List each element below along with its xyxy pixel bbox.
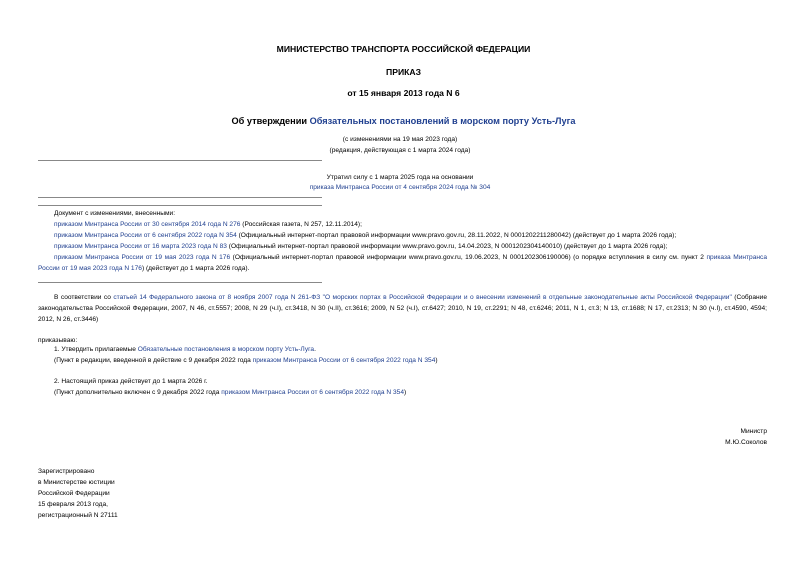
registration-line: Зарегистрировано [38,468,95,475]
preamble-prefix: В соответствии со [54,294,114,301]
order-point-2: 2. Настоящий приказ действует до 1 марта 2026 г. [54,378,208,385]
amendment-link[interactable]: приказом Минтранса России от 16 марта 2023 года N 83 [54,243,227,250]
order-verb: приказываю: [38,337,78,344]
amendment-text: (Российская газета, N 257, 12.11.2014); [240,221,362,228]
preamble-paragraph [38,292,767,325]
amendment-item [38,230,767,241]
title-prefix: Об утверждении [231,116,310,126]
doc-type-heading: ПРИКАЗ [386,67,421,77]
amendments-list [38,219,767,274]
registration-line: в Министерстве юстиции [38,479,115,486]
order-point-1-note [54,355,766,366]
preamble-text: (Собрание законодательства Российской Федерации, 2007, N 46, ст.5557; 2008, N 29 (ч.I), ст.3418, N 30 (ч.II), ст.3616; 2009, N 52 (ч.I), ст.6427; 2010, N 19, ст.2291; N 48, ст.6246; 2011, N 1, ст.3; N 13, ст.1688; N 17, ст.2313; N 30 (ч.I), ст.4590, 4594; 2012, N 26, ст.3446) [38,294,767,323]
registration-block [38,466,288,521]
document-title [0,116,807,126]
point-2-note-suffix: ) [404,389,407,396]
amendment-text: (Официальный интернет-портал правовой информации www.pravo.gov.ru, 28.11.2022, N 0001202211280042) (действует до 1 марта 2026 года); [236,232,677,239]
point-2-note-link[interactable]: приказом Минтранса России от 6 сентября 2022 года N 354 [221,389,404,396]
amendment-text: (Официальный интернет-портал правовой информации www.pravo.gov.ru, 14.04.2023, N 0001202304140010) (действует до 1 марта 2026 года); [226,243,668,250]
signature-name: М.Ю.Соколов [725,439,767,446]
amendment-link[interactable]: приказом Минтранса России от 30 сентября 2014 года N 276 [54,221,241,228]
amendment-text-2: ) (действует до 1 марта 2026 года). [141,265,250,272]
divider-4 [38,282,322,283]
registration-line: Российской Федерации [38,490,110,497]
registration-line: 15 февраля 2013 года, [38,501,108,508]
ministry-heading: МИНИСТЕРСТВО ТРАНСПОРТА РОССИЙСКОЙ ФЕДЕРАЦИИ [276,44,531,54]
order-point-1 [54,344,766,355]
point-1-link[interactable]: Обязательные постановления в морском порту Усть-Луга [137,346,315,353]
preamble-law-link[interactable]: статьей 14 Федерального закона от 8 ноября 2007 года N 261-ФЗ "О морских портах в Российской Федерации и о внесении изменений в отдельные законодательные акты Российской Федерации" [113,294,732,301]
point-2-note-prefix: (Пункт дополнительно включен с 9 декабря 2022 года [54,389,222,396]
amendment-item [38,241,767,252]
divider-2 [38,197,322,198]
registration-line: регистрационный N 27111 [38,512,118,519]
divider-3 [38,205,322,206]
edition-changes: (с изменениями на 19 мая 2023 года) [342,136,458,143]
signature-position: Министр [740,428,767,435]
point-1-suffix: . [314,346,316,353]
date-number-heading: от 15 января 2013 года N 6 [347,88,460,98]
amendment-link[interactable]: приказом Минтранса России от 6 сентября 2022 года N 354 [54,232,237,239]
amendment-text: (Официальный интернет-портал правовой информации www.pravo.gov.ru, 19.06.2023, N 0001202306190006) (о порядке вступления в силу см. пункт 2 [230,254,707,261]
order-point-2-note [54,387,766,398]
point-1-note-link[interactable]: приказом Минтранса России от 6 сентября 2022 года N 354 [252,357,436,364]
point-1-note-prefix: (Пункт в редакции, введенной в действие с 9 декабря 2022 года [54,357,253,364]
edition-revision: (редакция, действующая с 1 марта 2024 года) [329,147,471,154]
amendment-link[interactable]: приказом Минтранса России от 19 мая 2023 года N 176 [54,254,231,261]
title-link[interactable]: Обязательных постановлений в морском порту Усть-Луга [309,116,576,126]
amendments-intro: Документ с изменениями, внесенными: [54,210,176,217]
amendment-link-2[interactable]: приказа Минтранса России от 19 мая 2023 года N 176 [38,254,768,272]
point-1-note-suffix: ) [435,357,438,364]
expiry-link[interactable]: приказа Минтранса России от 4 сентября 2024 года № 304 [309,184,491,191]
expiry-text: Утратил силу с 1 марта 2025 года на основании [326,174,474,181]
amendment-item [38,219,767,230]
point-1-prefix: 1. Утвердить прилагаемые [54,346,138,353]
divider-1 [38,160,322,161]
amendment-item [38,252,767,274]
